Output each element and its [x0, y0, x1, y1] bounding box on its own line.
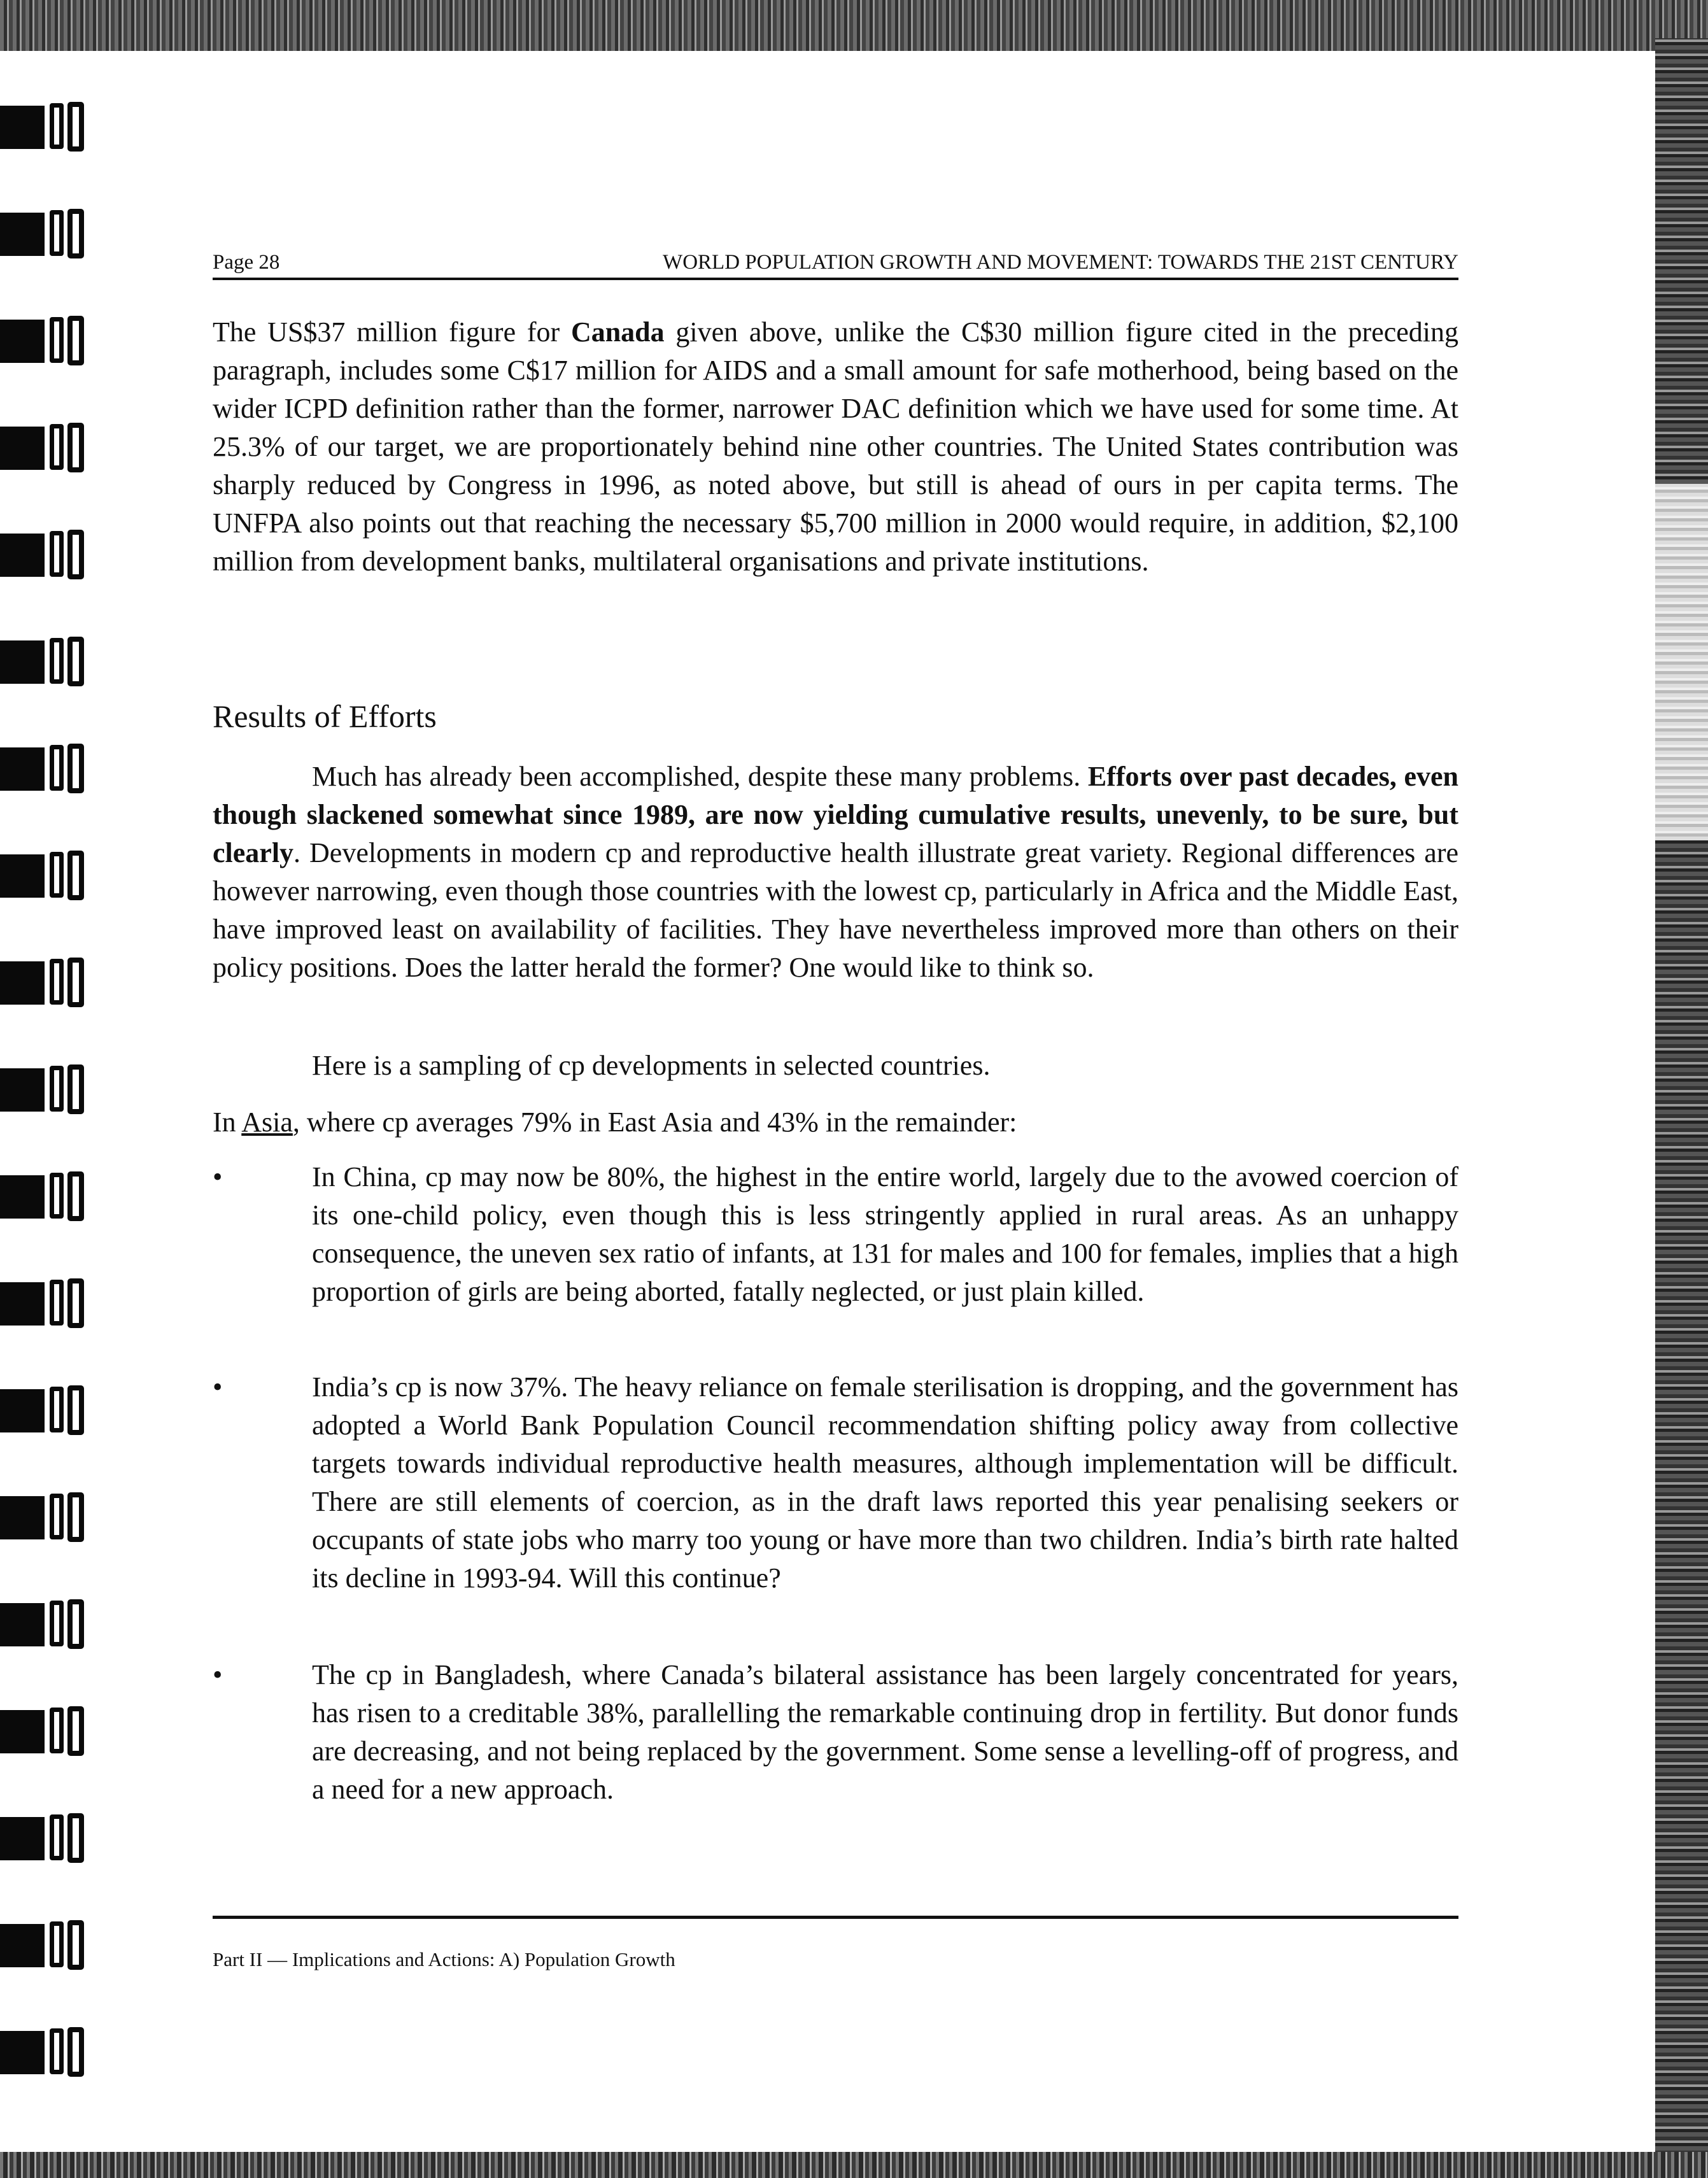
text-run: . Developments in modern cp and reproductive health illustrate great variety. Regional differences are however narrowing, even though those countries with the lowest cp, particularly in Africa and the Middle East, have improved least on availability of facilities. They have nevertheless improved more than others on their policy positions. Does the latter herald the former? One would like to think so.: [213, 837, 1458, 983]
running-title: WORLD POPULATION GROWTH AND MOVEMENT: TOWARDS THE 21ST CENTURY: [663, 251, 1458, 274]
underlined-asia: Asia: [241, 1107, 293, 1138]
scan-edge-top: [0, 0, 1708, 51]
text-run: In: [213, 1107, 242, 1138]
spiral-binding-ring-icon: [0, 530, 89, 581]
footer-rule: [213, 1916, 1458, 1919]
spiral-binding-ring-icon: [0, 1492, 89, 1543]
header-rule: [213, 278, 1458, 280]
spiral-binding-ring-icon: [0, 423, 89, 474]
list-item-text: India’s cp is now 37%. The heavy reliance on female sterilisation is dropping, and the government has adopted a World Bank Population Council recommendation shifting policy away from collective targets towards individual reproductive health measures, although implementation will be difficult. There are still elements of coercion, as in the draft laws reported this year penalising seekers or occupants of state jobs who marry too young or have more than two children. India’s birth rate halted its decline in 1993-94. Will this continue?: [312, 1371, 1458, 1594]
spiral-binding-ring-icon: [0, 1385, 89, 1436]
text-run: The US$37 million figure for: [213, 316, 571, 348]
spiral-binding-ring-icon: [0, 1171, 89, 1222]
spiral-binding-ring-icon: [0, 637, 89, 688]
spiral-binding-ring-icon: [0, 744, 89, 795]
list-item-china: [213, 1158, 1458, 1311]
bold-canada: Canada: [570, 316, 665, 348]
bullet-marker: •: [213, 1161, 223, 1192]
spiral-binding-ring-icon: [0, 1920, 89, 1971]
spiral-binding-ring-icon: [0, 1706, 89, 1757]
scan-edge-bottom: [0, 2152, 1708, 2178]
list-item-text: In China, cp may now be 80%, the highest in the entire world, largely due to the avowed coercion of its one-child policy, even though this is less stringently applied in rural areas. As an unhappy consequence, the uneven sex ratio of infants, at 131 for males and 100 for females, implies that a high proportion of girls are being aborted, fatally neglected, or just plain killed.: [312, 1161, 1458, 1307]
list-item-india: [213, 1368, 1458, 1597]
paragraph-canada-funding: [213, 313, 1458, 581]
bullet-marker: •: [213, 1659, 223, 1690]
spiral-binding-ring-icon: [0, 1064, 89, 1115]
list-item-bangladesh: [213, 1656, 1458, 1809]
spiral-binding-ring-icon: [0, 1599, 89, 1650]
spiral-binding: [0, 102, 95, 2107]
spiral-binding-ring-icon: [0, 102, 89, 153]
scan-edge-right: [1655, 38, 1708, 2165]
bullet-marker: •: [213, 1371, 223, 1403]
page-footer: Part II — Implications and Actions: A) Population Growth: [213, 1948, 675, 1970]
spiral-binding-ring-icon: [0, 851, 89, 902]
spiral-binding-ring-icon: [0, 209, 89, 260]
paragraph-sampling: Here is a sampling of cp developments in selected countries.: [312, 1050, 991, 1081]
page-number: Page 28: [213, 251, 280, 274]
paragraph-asia-intro: [213, 1103, 1458, 1142]
list-item-text: The cp in Bangladesh, where Canada’s bilateral assistance has been largely concentrated for years, has risen to a creditable 38%, parallelling the remarkable continuing drop in fertility. But donor funds are decreasing, and not being replaced by the government. Some sense a levelling-off of progress, and a need for a new approach.: [312, 1659, 1458, 1805]
paragraph-results: [213, 758, 1458, 987]
spiral-binding-ring-icon: [0, 958, 89, 1008]
spiral-binding-ring-icon: [0, 2027, 89, 2078]
scan-edge-right-light: [1655, 484, 1708, 840]
section-heading: Results of Efforts: [213, 698, 437, 734]
spiral-binding-ring-icon: [0, 316, 89, 367]
spiral-binding-ring-icon: [0, 1278, 89, 1329]
text-run: , where cp averages 79% in East Asia and 43% in the remainder:: [292, 1107, 1017, 1138]
bold-efforts-statement: Efforts over past decades, even though slackened somewhat since 1989, are now yielding cumulative results, unevenly, to be sure, but clearly: [213, 761, 1458, 868]
text-run: given above, unlike the C$30 million figure cited in the preceding paragraph, includes some C$17 million for AIDS and a small amount for safe motherhood, being based on the wider ICPD definition rather than the former, narrower DAC definition which we have used for some time. At 25.3% of our target, we are proportionately behind nine other countries. The United States contribution was sharply reduced by Congress in 1996, as noted above, but still is ahead of ours in per capita terms. The UNFPA also points out that reaching the necessary $5,700 million in 2000 would require, in addition, $2,100 million from development banks, multilateral organisations and private institutions.: [213, 316, 1459, 577]
text-run: Much has already been accomplished, despite these many problems.: [312, 761, 1088, 792]
spiral-binding-ring-icon: [0, 1813, 89, 1864]
